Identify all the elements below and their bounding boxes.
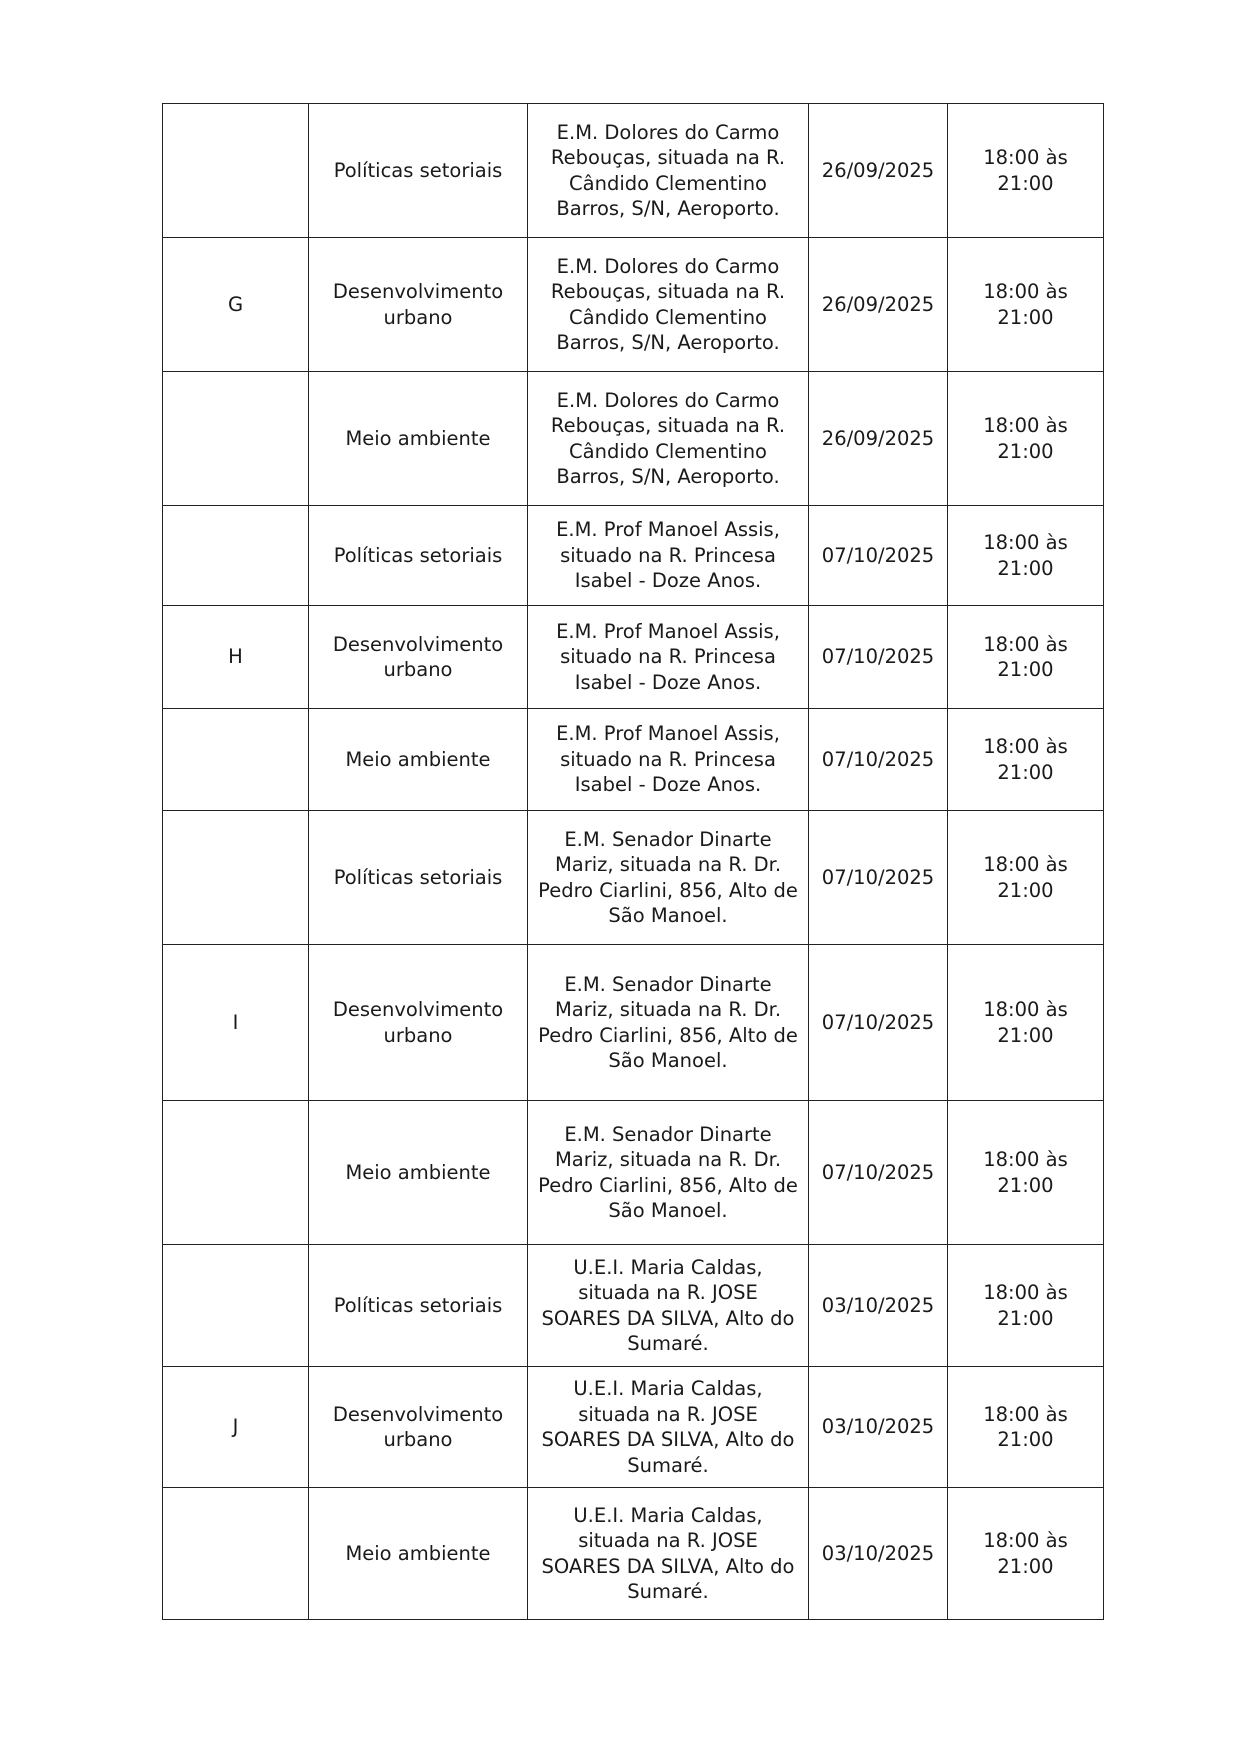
location-cell: E.M. Dolores do Carmo Rebouças, situada na R. Cândido Clementino Barros, S/N, Aeroporto. (528, 372, 809, 506)
location-cell: E.M. Prof Manoel Assis, situado na R. Princesa Isabel - Doze Anos. (528, 506, 809, 606)
table-row (163, 372, 1104, 506)
location-cell: E.M. Senador Dinarte Mariz, situada na R. Dr. Pedro Ciarlini, 856, Alto de São Manoel. (528, 1101, 809, 1245)
location-cell: E.M. Senador Dinarte Mariz, situada na R. Dr. Pedro Ciarlini, 856, Alto de São Manoel. (528, 945, 809, 1101)
theme-cell: Políticas setoriais (309, 811, 528, 945)
time-cell: 18:00 às 21:00 (948, 606, 1104, 709)
table-row (163, 606, 1104, 709)
group-label-cell (163, 1101, 309, 1245)
table-row (163, 1367, 1104, 1488)
table-row (163, 1488, 1104, 1620)
time-cell: 18:00 às 21:00 (948, 945, 1104, 1101)
theme-cell: Meio ambiente (309, 709, 528, 811)
group-label-cell: G (163, 238, 309, 372)
group-label-cell (163, 1488, 309, 1620)
location-cell: E.M. Prof Manoel Assis, situado na R. Princesa Isabel - Doze Anos. (528, 606, 809, 709)
table-row (163, 104, 1104, 238)
date-cell: 07/10/2025 (809, 709, 948, 811)
date-cell: 03/10/2025 (809, 1245, 948, 1367)
theme-cell: Políticas setoriais (309, 506, 528, 606)
time-cell: 18:00 às 21:00 (948, 238, 1104, 372)
date-cell: 07/10/2025 (809, 945, 948, 1101)
group-label-cell: I (163, 945, 309, 1101)
theme-cell: Políticas setoriais (309, 104, 528, 238)
time-cell: 18:00 às 21:00 (948, 709, 1104, 811)
group-label-cell (163, 1245, 309, 1367)
theme-cell: Desenvolvimento urbano (309, 945, 528, 1101)
location-cell: U.E.I. Maria Caldas, situada na R. JOSE SOARES DA SILVA, Alto do Sumaré. (528, 1245, 809, 1367)
location-cell: E.M. Dolores do Carmo Rebouças, situada na R. Cândido Clementino Barros, S/N, Aeroporto. (528, 238, 809, 372)
group-label-cell (163, 104, 309, 238)
time-cell: 18:00 às 21:00 (948, 1245, 1104, 1367)
location-cell: E.M. Prof Manoel Assis, situado na R. Princesa Isabel - Doze Anos. (528, 709, 809, 811)
schedule-table (162, 103, 1104, 1620)
group-label-cell: J (163, 1367, 309, 1488)
date-cell: 07/10/2025 (809, 811, 948, 945)
theme-cell: Políticas setoriais (309, 1245, 528, 1367)
time-cell: 18:00 às 21:00 (948, 1101, 1104, 1245)
theme-cell: Desenvolvimento urbano (309, 1367, 528, 1488)
theme-cell: Meio ambiente (309, 372, 528, 506)
date-cell: 26/09/2025 (809, 238, 948, 372)
date-cell: 26/09/2025 (809, 104, 948, 238)
table-row (163, 709, 1104, 811)
location-cell: E.M. Senador Dinarte Mariz, situada na R. Dr. Pedro Ciarlini, 856, Alto de São Manoel. (528, 811, 809, 945)
time-cell: 18:00 às 21:00 (948, 104, 1104, 238)
date-cell: 07/10/2025 (809, 606, 948, 709)
date-cell: 03/10/2025 (809, 1367, 948, 1488)
time-cell: 18:00 às 21:00 (948, 811, 1104, 945)
date-cell: 03/10/2025 (809, 1488, 948, 1620)
group-label-cell (163, 506, 309, 606)
time-cell: 18:00 às 21:00 (948, 1367, 1104, 1488)
theme-cell: Desenvolvimento urbano (309, 606, 528, 709)
table-row (163, 945, 1104, 1101)
time-cell: 18:00 às 21:00 (948, 506, 1104, 606)
date-cell: 07/10/2025 (809, 1101, 948, 1245)
theme-cell: Meio ambiente (309, 1488, 528, 1620)
table-row (163, 506, 1104, 606)
table-row (163, 1101, 1104, 1245)
table-row (163, 238, 1104, 372)
date-cell: 07/10/2025 (809, 506, 948, 606)
location-cell: E.M. Dolores do Carmo Rebouças, situada na R. Cândido Clementino Barros, S/N, Aeroporto. (528, 104, 809, 238)
location-cell: U.E.I. Maria Caldas, situada na R. JOSE SOARES DA SILVA, Alto do Sumaré. (528, 1488, 809, 1620)
table-row (163, 1245, 1104, 1367)
time-cell: 18:00 às 21:00 (948, 1488, 1104, 1620)
group-label-cell: H (163, 606, 309, 709)
location-cell: U.E.I. Maria Caldas, situada na R. JOSE SOARES DA SILVA, Alto do Sumaré. (528, 1367, 809, 1488)
group-label-cell (163, 811, 309, 945)
date-cell: 26/09/2025 (809, 372, 948, 506)
group-label-cell (163, 372, 309, 506)
time-cell: 18:00 às 21:00 (948, 372, 1104, 506)
group-label-cell (163, 709, 309, 811)
table-row (163, 811, 1104, 945)
theme-cell: Desenvolvimento urbano (309, 238, 528, 372)
theme-cell: Meio ambiente (309, 1101, 528, 1245)
